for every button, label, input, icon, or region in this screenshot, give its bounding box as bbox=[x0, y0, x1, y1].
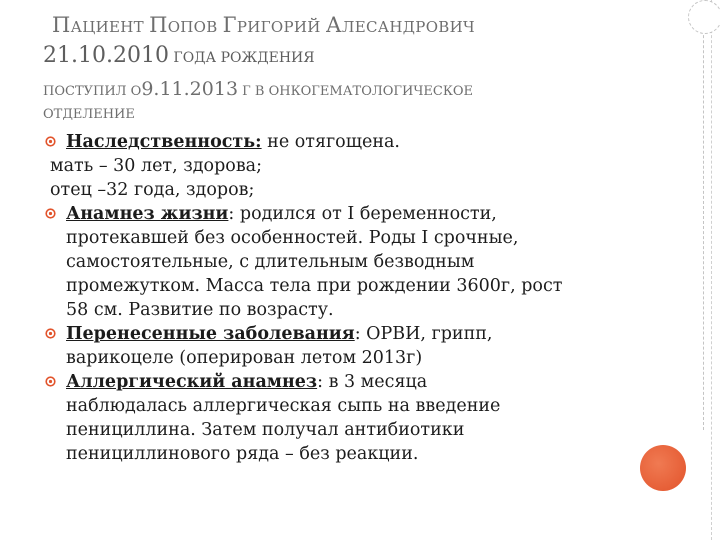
title-text: АЦИЕНТ bbox=[70, 18, 150, 36]
title-text: 21.10.2010 bbox=[43, 43, 169, 68]
anamnesis-text: самостоятельные, с длительным безводным bbox=[66, 252, 475, 272]
list-item-mother: мать – 30 лет, здорова; bbox=[50, 156, 263, 176]
decorative-circle-icon bbox=[688, 0, 720, 34]
allergy-text: в 3 месяца bbox=[323, 372, 428, 392]
title-text: РИГОРИЙ bbox=[236, 18, 326, 36]
title-text: П bbox=[149, 13, 168, 37]
allergy-text: наблюдалась аллергическая сыпь на введение bbox=[66, 396, 501, 416]
diamond-bullet-icon bbox=[45, 376, 56, 387]
title-text: ЛЕСАНДРОВИЧ bbox=[341, 18, 475, 36]
title-line-birthdate bbox=[43, 43, 315, 68]
allergy-text: пенициллинового ряда – без реакции. bbox=[66, 444, 419, 464]
allergy-label: Аллергический анамнез bbox=[66, 372, 318, 392]
list-item-father: отец –32 года, здоров; bbox=[50, 180, 255, 200]
allergy-colon: : bbox=[317, 372, 323, 392]
heredity-label: Наследственность: bbox=[66, 132, 262, 152]
anamnesis-text: протекавшей без особенностей. Роды I срочные, bbox=[66, 228, 519, 248]
slide-body bbox=[42, 130, 642, 466]
title-text: П bbox=[52, 13, 71, 37]
title-text: 9.11.2013 bbox=[141, 78, 239, 100]
title-line-admission bbox=[43, 78, 473, 100]
list-item-heredity bbox=[42, 130, 642, 154]
decorative-frame-line bbox=[703, 0, 704, 430]
decorative-frame-line-outer bbox=[711, 0, 712, 540]
title-line-department: ОТДЕЛЕНИЕ bbox=[43, 107, 135, 122]
title-text: ОПОВ bbox=[167, 18, 223, 36]
title-text: ПОСТУПИЛ О bbox=[43, 84, 142, 99]
title-text: ГОДА РОЖДЕНИЯ bbox=[168, 50, 315, 66]
diseases-colon: : bbox=[354, 324, 361, 344]
diseases-text: ОРВИ, грипп, bbox=[360, 324, 493, 344]
list-item-allergy bbox=[42, 370, 642, 466]
heredity-text: не отягощена. bbox=[261, 132, 400, 152]
diamond-bullet-icon bbox=[45, 136, 56, 147]
anamnesis-text: 58 см. Развитие по возрасту. bbox=[66, 300, 334, 320]
allergy-text: пенициллина. Затем получал антибиотики bbox=[66, 420, 465, 440]
list-item-diseases bbox=[42, 322, 642, 370]
diamond-bullet-icon bbox=[45, 328, 56, 339]
decorative-orange-circle-icon bbox=[640, 445, 686, 491]
list-item-anamnesis bbox=[42, 202, 642, 322]
diamond-bullet-icon bbox=[45, 208, 56, 219]
title-line-patient-name bbox=[52, 13, 475, 37]
anamnesis-text: родился от I беременности, bbox=[234, 204, 497, 224]
diseases-label: Перенесенные заболевания bbox=[66, 324, 355, 344]
anamnesis-colon: : bbox=[228, 204, 235, 224]
title-text: Г bbox=[222, 13, 237, 37]
diseases-text: варикоцеле (оперирован летом 2013г) bbox=[66, 348, 423, 368]
anamnesis-text: промежутком. Масса тела при рождении 3600г, рост bbox=[66, 276, 563, 296]
title-text: А bbox=[325, 13, 342, 37]
anamnesis-label: Анамнез жизни bbox=[66, 204, 229, 224]
title-text: Г В ОНКОГЕМАТОЛОГИЧЕСКОЕ bbox=[238, 84, 474, 99]
